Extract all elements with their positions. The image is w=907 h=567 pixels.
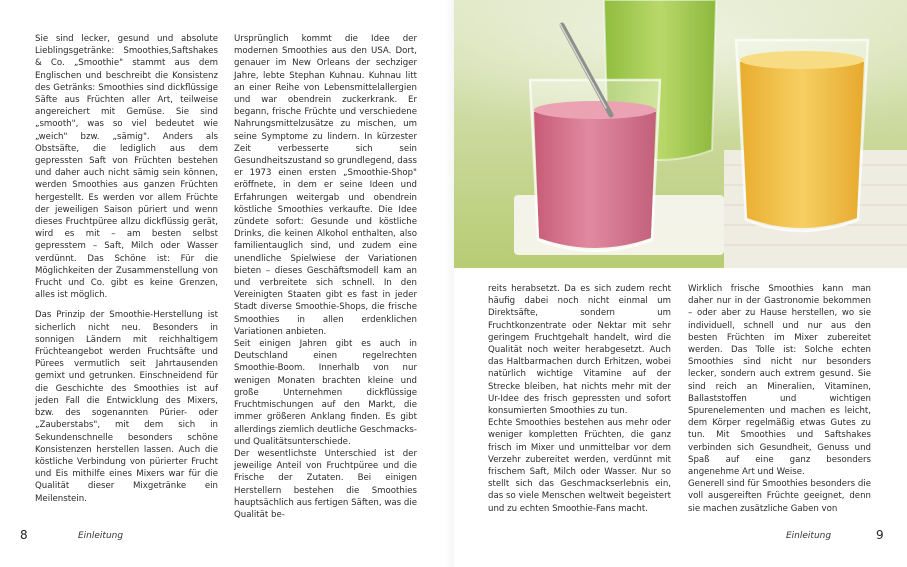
- paragraph: Seit einigen Jahren gibt es auch in Deutschland einen regelrechten Smoothie-Boom. Innerhalb von nur wenigen Monaten brachten kleine und große Unternehmen dickflüssige Fruchtmischungen auf den Markt, die immer größeren Anklang finden. Es gibt allerdings ziemlich deutliche Geschmacks- und Qualitätsunterschiede.: [234, 339, 417, 447]
- paragraph: Der wesentlichste Unterschied ist der jeweilige Anteil von Fruchtpüree und die Frische der Zutaten. Bei einigen Herstellern bestehen die Smoothies hauptsächlich aus fertigen Säften, was die Qualität be-: [234, 448, 417, 520]
- gutter: [444, 0, 454, 567]
- right-column-1: [488, 283, 671, 515]
- paragraph: Echte Smoothies bestehen aus mehr oder weniger kompletten Früchten, die ganz frisch im Mixer und unmittelbar vor dem Verzehr zubereitet werden, verdünnt mit frischem Saft, Milch oder Wasser. Nur so stellt sich das Geschmackserlebnis ein, das so viele Menschen weltweit begeistert und zu echten Smoothie-Fans macht.: [488, 418, 671, 514]
- left-column-1: [35, 33, 218, 513]
- smoothie-photo: [454, 0, 907, 268]
- paragraph: Ursprünglich kommt die Idee der modernen Smoothies aus den USA. Dort, genauer im New Orleans der sechziger Jahre, lebte Stephan Kuhnau. Kuhnau litt an einer Reihe von Lebensmittelallergien und war obendrein zuckerkrank. Er begann, frische Früchte und verschiedene Nahrungsmittelzusätze zu mischen, um seine Symptome zu lindern. In kürzester Zeit verbesserte sich sein Gesundheitszustand so grundlegend, dass er 1973 einen ersten „Smoothie-Shop" eröffnete, in dem er seine Ideen und Erfahrungen weitergab und obendrein köstliche Smoothies verkaufte. Die Idee zündete sofort: Gesunde und köstliche Drinks, die keinen Alkohol enthalten, also familientauglich sind, und zudem eine unendliche Spielwiese der Variationen bieten – dieses Geschäftsmodell kam an und verbreitete sich schnell. In den Vereinigten Staaten gibt es fast in jeder Stadt diverse Smoothie-Shops, die frische Smoothies in allen erdenklichen Variationen anbieten.: [234, 34, 417, 337]
- paragraph: Generell sind für Smoothies besonders die voll ausgereiften Früchte geeignet, denn sie machen zusätzliche Gaben von: [688, 479, 871, 514]
- page-number-left: 8: [20, 528, 28, 542]
- paragraph: Sie sind lecker, gesund und absolute Lieblingsgetränke: Smoothies,Saftshakes & Co. „Smoothie" stammt aus dem Englischen und beschreibt die Konsistenz des Getränks: Smoothies sind dickflüssige Säfte aus Früchten aller Art, teilweise angereichert mit Gemüse. Sie sind „smooth", was so viel bedeutet wie „weich" bzw. „sämig". Anders als Obstsäfte, die lediglich aus dem gepressten Saft von Früchten bestehen und daher auch nicht sämig sein können, werden Smoothies aus ganzen Früchten hergestellt. Es werden vor allem Früchte der jeweiligen Saison püriert und wenn dieses Fruchtpüree allzu dickflüssig gerät, wird es mit – am besten selbst gepresstem – Saft, Milch oder Wasser verdünnt. Das Schöne ist: Für die Möglichkeiten der Zusammenstellung von Frucht und Co. gibt es keine Grenzen, alles ist möglich.: [35, 34, 218, 301]
- running-head-right: Einleitung: [786, 531, 832, 541]
- left-column-2: [234, 33, 417, 521]
- paragraph: Wirklich frische Smoothies kann man daher nur in der Gastronomie bekommen – oder aber zu Hause herstellen, wo sie individuell, schnell und nur aus den besten Früchten im Mixer zubereitet werden. Das Tolle ist: Solche echten Smoothies sind nicht nur besonders lecker, sondern auch extrem gesund. Sie sind reich an Mineralien, Vitaminen, Ballaststoffen und wichtigen Spurenelementen und machen es leicht, dem Körper regelmäßig etwas Gutes zu tun. Mit Smoothies und Saftshakes verbinden sich Gesundheit, Genuss und Spaß auf eine ganz besonders angenehme Art und Weise.: [688, 284, 871, 478]
- paragraph: Das Prinzip der Smoothie-Herstellung ist sicherlich nicht neu. Besonders in sonnigen Ländern mit reichhaltigem Früchteangebot werden Fruchtsäfte und Pürees vermutlich seit Jahrtausenden gemixt und getrunken. Einschneidend für die Geschichte des Smoothies ist auf jeden Fall die Entwicklung des Mixers, bzw. des sogenannten Pürier- oder „Zauberstabs", mit dem sich in Sekundenschnelle besonders schöne Konsistenzen herstellen lassen. Auch die köstliche Verbindung von pürierter Frucht und Eis mithilfe eines Mixers war für die Qualität dieser Mixgetränke ein Meilenstein.: [35, 310, 218, 504]
- right-column-2: [688, 283, 871, 515]
- page-number-right: 9: [876, 528, 884, 542]
- smoothie-glasses-illustration: [454, 0, 907, 268]
- paragraph: reits herabsetzt. Da es sich zudem recht häufig dabei noch nicht einmal um Direktsäfte, sondern um Fruchtkonzentrate oder Nektar mit sehr geringem Fruchtgehalt handelt, wird die Qualität noch weiter herabgesetzt. Auch das Haltbarmachen durch Erhitzen, wobei natürlich wichtige Vitamine auf der Strecke bleiben, hat nichts mehr mit der Ur-Idee des frisch gepressten und sofort konsumierten Smoothies zu tun.: [488, 284, 671, 417]
- running-head-left: Einleitung: [78, 531, 124, 541]
